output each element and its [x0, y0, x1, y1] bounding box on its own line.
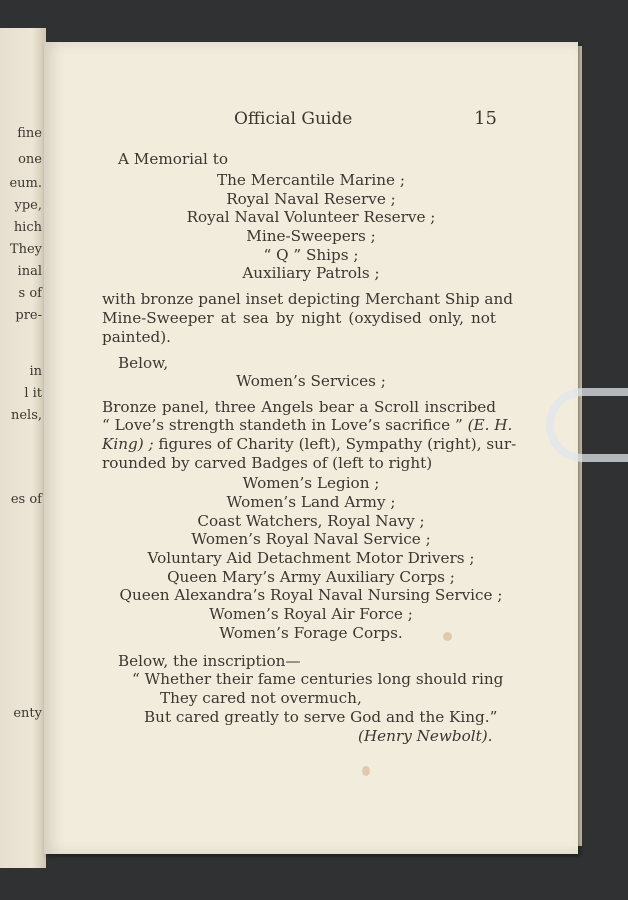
panel-line: [102, 416, 513, 434]
left-page-fragment: enty: [13, 706, 42, 721]
memorial-line: Mine-Sweepers ;: [246, 227, 376, 245]
inscription-label: Below, the inscription—: [118, 652, 301, 670]
panel-attribution: (E. H.: [467, 416, 513, 434]
left-page-fragment: nels,: [10, 408, 42, 423]
left-page-fragment: They: [9, 242, 42, 257]
memorial-intro: A Memorial to: [118, 150, 228, 168]
memorial-paragraph-line: painted).: [102, 328, 171, 346]
badge-line: Women’s Legion ;: [242, 474, 380, 492]
left-page-fragment: inal: [17, 264, 42, 279]
left-page-fragment: s of: [18, 286, 42, 301]
memorial-paragraph-line: Mine-Sweeper at sea by night (oxydised only, not: [102, 309, 496, 327]
inscription-line: “ Whether their fame centuries long should ring: [132, 670, 504, 688]
left-page-fragment: l it: [24, 386, 42, 401]
left-page-fragment: fine: [17, 126, 42, 141]
badge-line: Women’s Land Army ;: [226, 493, 396, 511]
foxing-spot: [362, 766, 370, 776]
book-page: [44, 42, 578, 854]
running-header: Official Guide: [234, 109, 353, 129]
badge-line: Queen Alexandra’s Royal Naval Nursing Service ;: [119, 586, 503, 604]
memorial-line: “ Q ” Ships ;: [263, 246, 359, 264]
memorial-paragraph-line: with bronze panel inset depicting Merchant Ship and: [102, 290, 513, 308]
paper-clip: [546, 388, 628, 462]
page-number: 15: [474, 108, 497, 129]
memorial-line: Auxiliary Patrols ;: [242, 264, 380, 282]
left-page-fragment: in: [29, 364, 42, 379]
left-page-fragment: eum.: [9, 176, 42, 191]
badge-line: Women’s Royal Naval Service ;: [191, 530, 431, 548]
left-page-fragment: pre-: [15, 308, 42, 323]
badge-line: Women’s Forage Corps.: [219, 624, 403, 642]
left-page-fragment: es of: [10, 492, 42, 507]
badge-line: Coast Watchers, Royal Navy ;: [197, 512, 425, 530]
left-page-fragment: one: [18, 152, 42, 167]
badge-line: Women’s Royal Air Force ;: [209, 605, 413, 623]
panel-figures: figures of Charity (left), Sympathy (right), sur-: [158, 435, 517, 453]
inscription-line: They cared not overmuch,: [160, 689, 362, 707]
memorial-line: Royal Naval Reserve ;: [226, 190, 396, 208]
panel-line: [102, 435, 517, 453]
memorial-line: Royal Naval Volunteer Reserve ;: [186, 208, 436, 226]
left-page-edge: [0, 28, 46, 868]
panel-line: Bronze panel, three Angels bear a Scroll inscribed: [102, 398, 496, 416]
services-heading: Women’s Services ;: [236, 372, 386, 390]
inscription-line: But cared greatly to serve God and the King.”: [144, 708, 498, 726]
panel-attribution: King) ;: [102, 435, 154, 453]
left-page-fragment: hich: [13, 220, 42, 235]
badge-line: Voluntary Aid Detachment Motor Drivers ;: [147, 549, 475, 567]
badge-line: Queen Mary’s Army Auxiliary Corps ;: [167, 568, 455, 586]
left-page-fragment: ype,: [14, 198, 42, 213]
below-label: Below,: [118, 354, 169, 372]
memorial-line: The Mercantile Marine ;: [217, 171, 405, 189]
panel-quote: “ Love’s strength standeth in Love’s sacrifice ”: [102, 416, 463, 434]
panel-line: rounded by carved Badges of (left to right): [102, 454, 433, 472]
inscription-author: (Henry Newbolt).: [358, 727, 493, 745]
